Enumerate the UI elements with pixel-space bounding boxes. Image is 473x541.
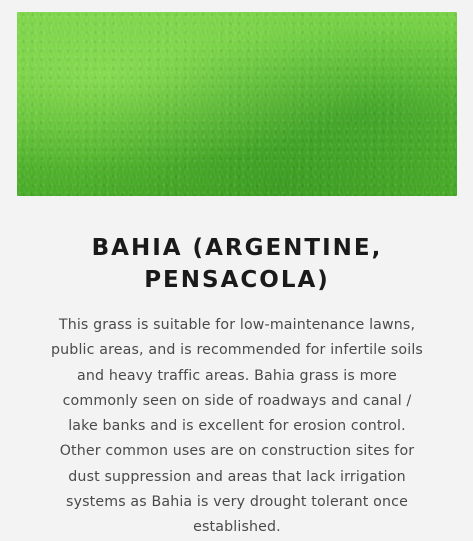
grass-title: BAHIA (ARGENTINE, PENSACOLA) xyxy=(91,235,383,293)
grass-description: This grass is suitable for low-maintenance lawns, public areas, and is recommended for infertile soils and heavy traffic areas. Bahia grass is more commonly seen on side of roadways and canal / lake banks and is excellent for erosion control. Other common uses are on construction sites for dust suppression and areas that lack irrigation systems as Bahia is very drought tolerant once established. xyxy=(51,317,423,536)
grass-hero-image xyxy=(17,12,457,196)
